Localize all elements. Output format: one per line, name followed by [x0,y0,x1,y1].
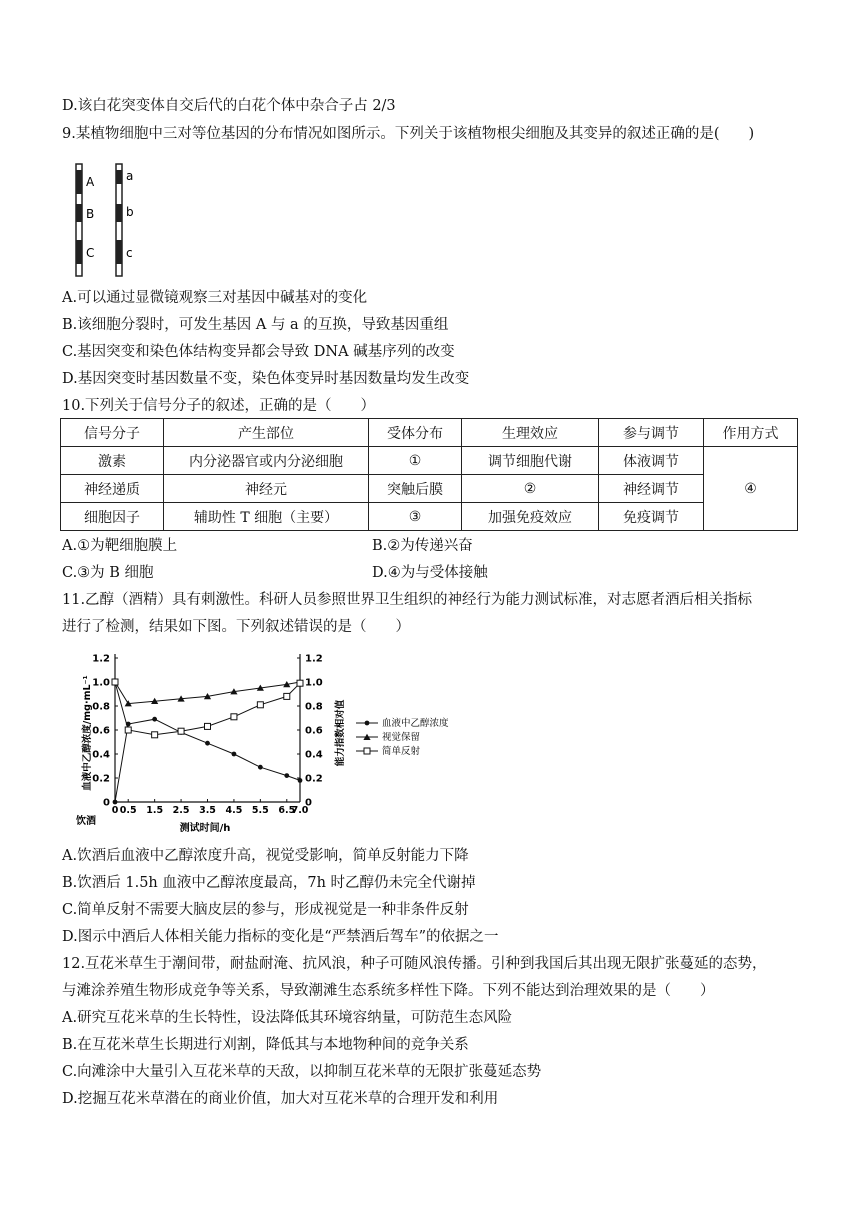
chart-legend [356,717,449,757]
gene-label-B: B [86,207,95,221]
right-y-tick-label: 0.8 [305,701,323,713]
left-y-tick-label: 0.6 [92,725,110,737]
q12-option-d: D.挖掘互花米草潜在的商业价值，加大对互花米草的合理开发和利用 [62,1091,499,1107]
gene-label-C: C [86,246,95,260]
point-ethanol [205,741,210,746]
x-tick-label: 0.5 [119,805,137,816]
x-tick-label: 7.0 [291,805,309,816]
left-y-tick-label: 1.0 [92,677,110,689]
q11-stem-line1: 11.乙醇（酒精）具有刺激性。科研人员参照世界卫生组织的神经行为能力测试标准，对志愿者酒后相关指标 [62,592,753,608]
table-cell: 突触后膜 [369,475,462,503]
point-ethanol [298,778,303,783]
q10-option-c: C.③为 B 细胞 [62,565,154,581]
table-cell: ② [462,475,599,503]
gene-label-a: a [126,169,134,183]
point-ethanol [232,752,237,757]
q12-option-b: B.在互花米草生长期进行刈割，降低其与本地物种间的竞争关系 [62,1037,469,1053]
table-header: 信号分子 [61,419,164,447]
q9-stem: 9.某植物细胞中三对等位基因的分布情况如图所示。下列关于该植物根尖细胞及其变异的叙述正确的是( ) [62,126,755,142]
table-cell: 内分泌器官或内分泌细胞 [164,447,369,475]
x-tick-label: 3.5 [199,805,216,816]
table-cell: 免疫调节 [599,503,704,531]
table-row [61,475,798,503]
table-cell: ③ [369,503,462,531]
chromosome-right [116,164,122,276]
table-cell-merged: ④ [704,447,798,531]
q8-option-d: D.该白花突变体自交后代的白花个体中杂合子占 2/3 [62,98,396,114]
q12-stem-line1: 12.互花米草生于潮间带，耐盐耐淹、抗风浪，种子可随风浪传播。引种到我国后其出现无限扩张蔓延的态势， [62,956,767,972]
drinking-start-label: 饮酒 [76,816,96,827]
point-reflex [125,727,131,733]
x-tick-label: 6.5 [278,805,296,816]
point-reflex [112,679,118,685]
x-tick-label: 1.5 [146,805,164,816]
table-cell: 辅助性 T 细胞（主要） [164,503,369,531]
x-tick-label: 4.5 [225,805,243,816]
chromosome-left [76,164,82,276]
table-cell: 细胞因子 [61,503,164,531]
q12-option-c: C.向滩涂中大量引入互花米草的天敌，以抑制互花米草的无限扩张蔓延态势 [62,1064,542,1080]
left-y-tick-label: 0.8 [92,701,110,713]
point-ethanol [152,717,157,722]
table-cell: 神经调节 [599,475,704,503]
gene-label-A: A [86,175,95,189]
q9-option-b: B.该细胞分裂时，可发生基因 A 与 a 的互换，导致基因重组 [62,317,449,333]
right-y-tick-label: 0.6 [305,725,323,737]
right-y-tick-label: 1.0 [305,677,323,689]
left-y-tick-label: 0.2 [92,773,110,785]
q10-stem: 10.下列关于信号分子的叙述，正确的是（ ） [62,398,376,414]
q9-option-a: A.可以通过显微镜观察三对基因中碱基对的变化 [62,290,368,306]
q11-option-b: B.饮酒后 1.5h 血液中乙醇浓度最高，7h 时乙醇仍未完全代谢掉 [62,875,476,891]
point-reflex [257,702,263,708]
right-y-tick-label: 1.2 [305,653,323,665]
table-cell: 神经元 [164,475,369,503]
q11-option-d: D.图示中酒后人体相关能力指标的变化是“严禁酒后驾车”的依据之一 [62,929,499,945]
chromosome-figure [68,160,148,280]
left-y-tick-label: 0.4 [92,749,110,761]
legend-label-reflex: 简单反射 [382,746,421,757]
point-reflex [205,723,211,729]
table-cell: ① [369,447,462,475]
point-ethanol [113,800,118,805]
legend-label-vision: 视觉保留 [382,732,421,743]
signal-molecule-table [60,418,798,531]
table-cell: 体液调节 [599,447,704,475]
point-ethanol [258,765,263,770]
gene-label-c: c [126,246,133,260]
q12-option-a: A.研究互花米草的生长特性，设法降低其环境容纳量，可防范生态风险 [62,1010,513,1026]
x-tick-label: 5.5 [251,805,269,816]
series-line-vision [115,682,300,704]
left-y-tick-label: 0 [103,797,110,809]
q11-option-a: A.饮酒后血液中乙醇浓度升高，视觉受影响，简单反射能力下降 [62,848,469,864]
q11-option-c: C.简单反射不需要大脑皮层的参与，形成视觉是一种非条件反射 [62,902,469,918]
q9-option-c: C.基因突变和染色体结构变异都会导致 DNA 碱基序列的改变 [62,344,455,360]
series-line-ethanol [115,719,300,802]
table-cell: 激素 [61,447,164,475]
q10-option-a: A.①为靶细胞膜上 [62,538,178,554]
left-y-tick-label: 1.2 [92,653,110,665]
gene-label-b: b [126,205,134,219]
x-axis-label: 测试时间/h [179,823,231,834]
point-reflex [178,728,184,734]
table-cell: 调节细胞代谢 [462,447,599,475]
table-header-row [61,419,798,447]
q10-option-d: D.④为与受体接触 [372,565,488,581]
right-axis-label: 能力指数相对值 [335,699,346,767]
table-cell: 神经递质 [61,475,164,503]
table-header: 生理效应 [462,419,599,447]
x-tick-label: 0 [111,805,119,816]
table-header: 受体分布 [369,419,462,447]
table-header: 作用方式 [704,419,798,447]
right-y-tick-label: 0.2 [305,773,323,785]
point-reflex [284,693,290,699]
table-header: 参与调节 [599,419,704,447]
point-ethanol [284,773,289,778]
x-tick-label: 2.5 [172,805,190,816]
ethanol-chart [60,645,500,840]
right-y-tick-label: 0 [305,797,312,809]
point-reflex [231,714,237,720]
point-reflex [297,680,303,686]
point-reflex [152,732,158,738]
q10-option-b: B.②为传递兴奋 [372,538,473,554]
q11-stem-line2: 进行了检测，结果如下图。下列叙述错误的是（ ） [62,619,410,635]
table-header: 产生部位 [164,419,369,447]
left-axis-label: 血液中乙醇浓度/mg·mL⁻¹ [82,675,93,791]
table-cell: 加强免疫效应 [462,503,599,531]
table-row [61,503,798,531]
table-row [61,447,798,475]
legend-label-ethanol: 血液中乙醇浓度 [382,718,449,729]
right-y-tick-label: 0.4 [305,749,323,761]
q12-stem-line2: 与滩涂养殖生物形成竞争等关系，导致潮滩生态系统多样性下降。下列不能达到治理效果的是（ ） [62,983,715,999]
q9-option-d: D.基因突变时基因数量不变，染色体变异时基因数量均发生改变 [62,371,470,387]
